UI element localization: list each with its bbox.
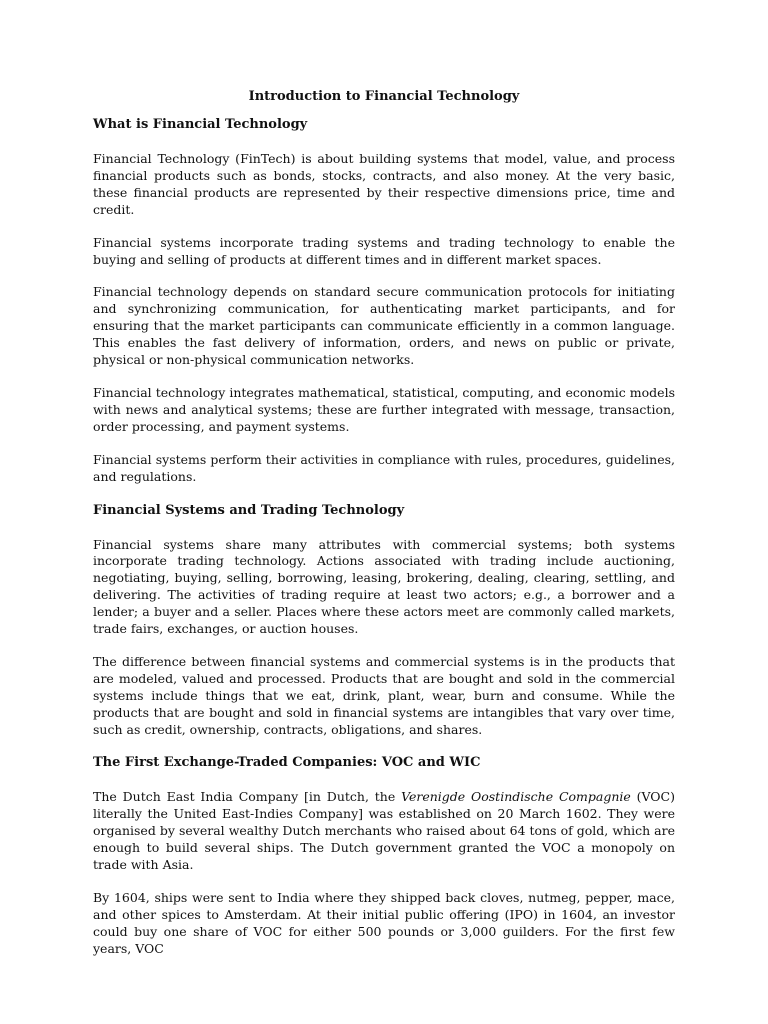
section-heading-voc-wic: The First Exchange-Traded Companies: VOC and WIC <box>93 755 481 771</box>
paragraph: The difference between financial systems and commercial systems is in the products that are modeled, valued and processed. Products that are bought and sold in the commercial systems include things that we eat, drink, plant, wear, burn and consume. While the products that are bought and sold in financial systems are intangibles that vary over time, such as credit, ownership, contracts, obligations, and shares. <box>93 653 675 737</box>
document-body <box>93 88 675 974</box>
paragraph: Financial Technology (FinTech) is about building systems that model, value, and process financial products such as bonds, stocks, contracts, and also money. At the very basic, these financial products are represented by their respective dimensions price, time and credit. <box>93 151 675 217</box>
section-heading-what-is-fintech: What is Financial Technology <box>93 117 308 132</box>
paragraph: Financial technology integrates mathematical, statistical, computing, and economic models with news and analytical systems; these are further integrated with message, transaction, order processing, and payment systems. <box>93 384 675 434</box>
paragraph-text: (VOC) literally the United East-Indies Company] was established on 20 March 1602. They were organised by several wealthy Dutch merchants who raised about 64 tons of gold, which are enough to build several ships. The Dutch government granted the VOC a monopoly on trade with Asia. <box>93 789 675 873</box>
paragraph: Financial systems incorporate trading systems and trading technology to enable the buying and selling of products at different times and in different market spaces. <box>93 234 675 267</box>
paragraph: Financial technology depends on standard secure communication protocols for initiating and synchronizing communication, for authenticating market participants, and for ensuring that the market participants can communicate efficiently in a common language. This enables the fast delivery of information, orders, and news on public or private, physical or non-physical communication networks. <box>93 284 675 368</box>
paragraph: By 1604, ships were sent to India where they shipped back cloves, nutmeg, pepper, mace, and other spices to Amsterdam. At their initial public offering (IPO) in 1604, an investor could buy one share of VOC for either 500 pounds or 3,000 guilders. For the first few years, VOC <box>93 890 675 956</box>
paragraph-text: The Dutch East India Company [in Dutch, the <box>93 789 402 805</box>
section-heading-trading-technology: Financial Systems and Trading Technology <box>93 502 405 518</box>
italic-company-name: Verenigde Oostindische Compagnie <box>401 789 631 805</box>
document-title: Introduction to Financial Technology <box>248 89 520 104</box>
paragraph <box>93 789 675 874</box>
paragraph: Financial systems share many attributes with commercial systems; both systems incorporate trading technology. Actions associated with trading include auctioning, negotiating, buying, selling, borrowing, leasing, brokering, dealing, clearing, settling, and delivering. The activities of trading require at least two actors; e.g., a borrower and a lender; a buyer and a seller. Places where these actors meet are commonly called markets, trade fairs, exchanges, or auction houses. <box>93 536 675 637</box>
paragraph: Financial systems perform their activities in compliance with rules, procedures, guidelines, and regulations. <box>93 451 675 484</box>
